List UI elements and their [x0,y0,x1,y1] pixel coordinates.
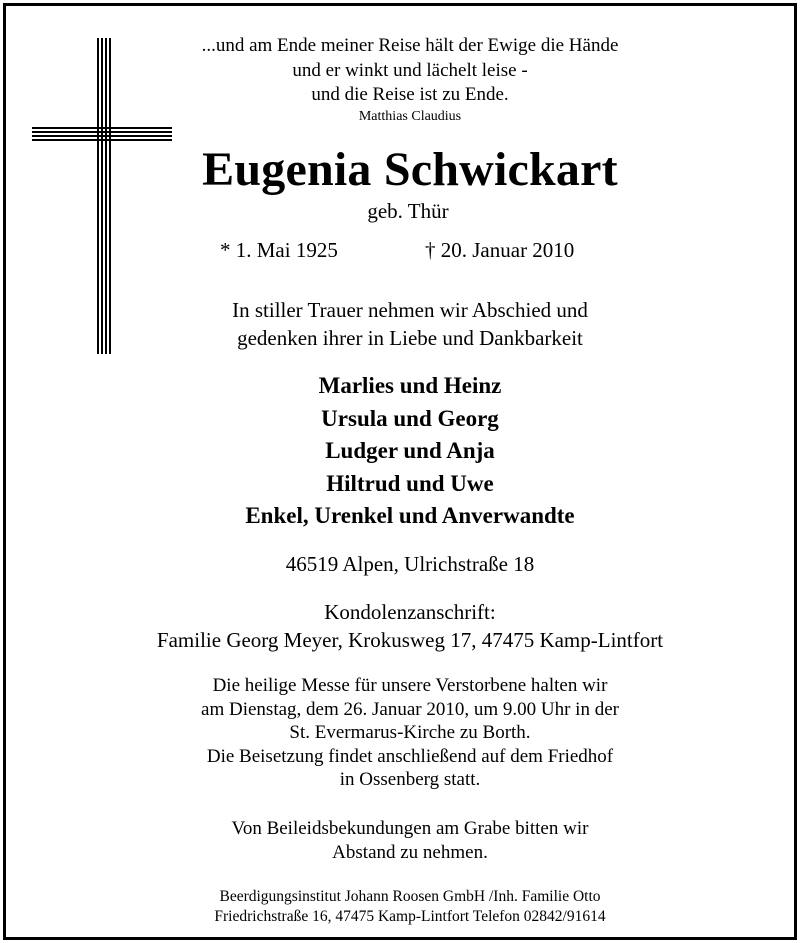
poem-author: Matthias Claudius [358,108,462,124]
funeral-home-name: Beerdigungsinstitut Johann Roosen GmbH /Inh. Familie Otto [219,888,601,905]
mass-info [10,674,800,792]
family-member: Hiltrud und Uwe [326,470,494,496]
family-address: 46519 Alpen, Ulrichstraße 18 [285,552,535,576]
condolence-request-line: Abstand zu nehmen. [332,842,488,863]
family-list [10,370,800,533]
family-member: Ursula und Georg [321,405,499,431]
poem [10,34,800,126]
mass-line: in Ossenberg statt. [339,769,481,790]
family-member: Ludger und Anja [325,438,495,463]
condolence-request-line: Von Beileidsbekundungen am Grabe bitten wir [231,818,589,839]
poem-line: und er winkt und lächelt leise - [292,59,528,81]
family-member: Marlies und Heinz [318,373,502,398]
funeral-home-address: Friedrichstraße 16, 47475 Kamp-Lintfort Telefon 02842/91614 [214,908,606,925]
deceased-name: Eugenia Schwickart [202,143,618,196]
mourning-line: gedenken ihrer in Liebe und Dankbarkeit [237,326,583,350]
family-member: Enkel, Urenkel und Anverwandte [245,503,575,528]
poem-line: ...und am Ende meiner Reise hält der Ewige die Hände [201,35,619,56]
birth-date: * 1. Mai 1925 [220,238,338,262]
mass-line: Die Beisetzung findet anschließend auf dem Friedhof [206,745,614,767]
mass-line: Die heilige Messe für unsere Verstorbene halten wir [212,675,608,696]
condolence-address [10,598,800,654]
poem-line: und die Reise ist zu Ende. [311,84,509,105]
funeral-home [10,887,800,927]
mass-line: am Dienstag, dem 26. Januar 2010, um 9.00 Uhr in der [201,698,619,720]
condolence-label: Kondolenzanschrift: [324,600,496,624]
mourning-line: In stiller Trauer nehmen wir Abschied und [232,298,588,322]
condolence-request [10,817,800,865]
maiden-name: geb. Thür [367,199,449,223]
mass-line: St. Evermarus-Kirche zu Borth. [289,722,531,743]
mourning-text [10,296,800,352]
death-date: † 20. Januar 2010 [425,238,575,262]
condolence-contact: Familie Georg Meyer, Krokusweg 17, 47475 Kamp-Lintfort [156,628,664,652]
